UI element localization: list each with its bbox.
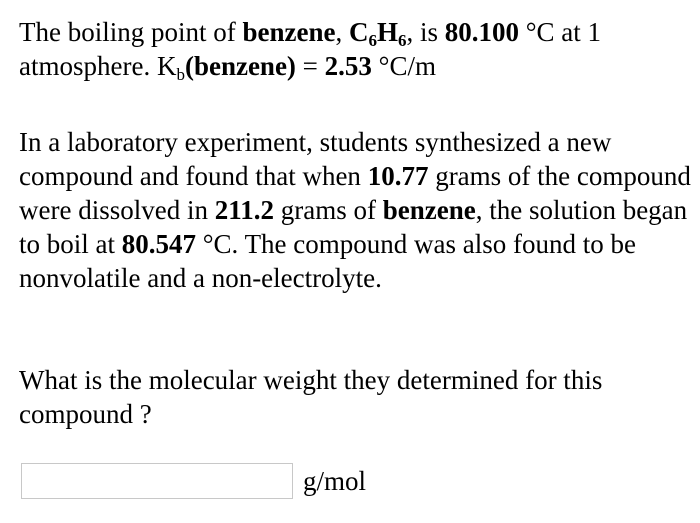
boiling-point-value: 80.100 xyxy=(444,17,519,47)
formula-subscript: 6 xyxy=(368,31,377,50)
text: grams of xyxy=(273,195,383,225)
text: °C at 1 atmosphere. K xyxy=(19,17,602,81)
text: grams of the compound were dissolved in xyxy=(19,161,691,225)
text: = xyxy=(295,51,325,81)
formula-subscript: 6 xyxy=(397,31,407,50)
text: °C/m xyxy=(371,51,436,81)
solution-boiling-point: 80.547 xyxy=(121,229,196,259)
molecular-weight-input[interactable] xyxy=(21,463,293,499)
kb-solvent: (benzene) xyxy=(184,51,296,81)
text: °C. The compound was also found to be nonvolatile and a non-electrolyte. xyxy=(19,229,636,293)
problem-statement-boiling-point xyxy=(19,15,695,83)
text: , xyxy=(335,17,349,47)
solvent-name: benzene xyxy=(382,195,476,225)
kb-subscript: b xyxy=(176,65,185,84)
text: The boiling point of xyxy=(19,17,243,47)
formula-element-h: H xyxy=(376,17,398,47)
solvent-name: benzene xyxy=(242,17,336,47)
text: , the solution began to boil at xyxy=(19,195,688,259)
text: In a laboratory experiment, students synthesized a new compound and found that when xyxy=(19,127,612,191)
kb-value: 2.53 xyxy=(324,51,372,81)
text: , is xyxy=(406,17,445,47)
formula-element-c: C xyxy=(348,17,369,47)
solvent-mass: 211.2 xyxy=(214,195,274,225)
question-text: What is the molecular weight they determined for this compound ? xyxy=(19,365,603,429)
experiment-description xyxy=(19,125,695,295)
solute-mass: 10.77 xyxy=(367,161,429,191)
unit-label: g/mol xyxy=(303,465,367,496)
answer-row xyxy=(21,462,366,500)
chemical-formula xyxy=(348,17,407,50)
